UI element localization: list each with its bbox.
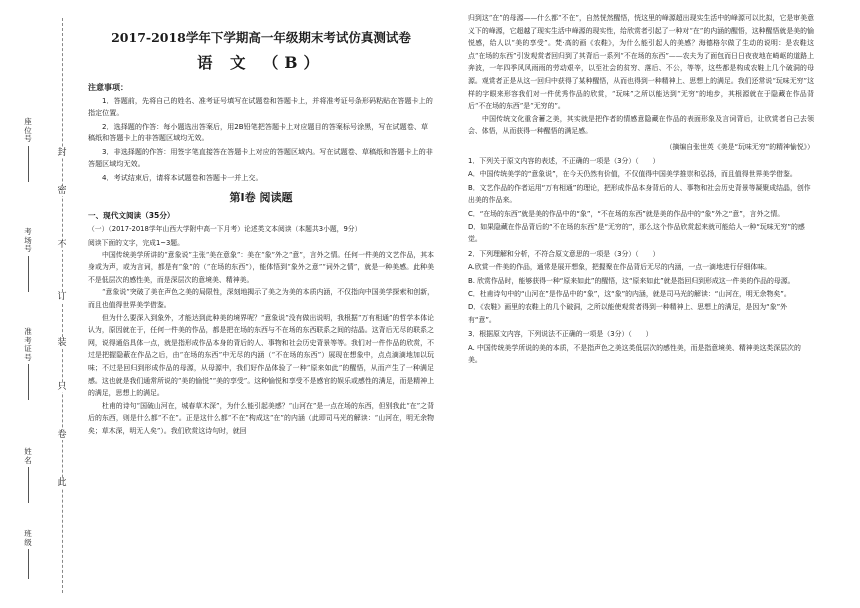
seal-dashed-line <box>62 18 63 593</box>
option-b[interactable]: B．文艺作品的作者运用“万有相通”的理论，把形成作品本身背后的人、事物和社会历史背景等凝聚成结晶，创作出美的作品来。 <box>468 183 811 205</box>
seal-char: 封 <box>57 148 67 158</box>
binding-margin <box>0 0 82 608</box>
seal-char: 卷 <box>57 430 67 440</box>
exam-subtitle: 语 文 （B） <box>197 53 325 72</box>
passage-paragraph: 归到这“在”的母源——什么都“不在”，自然恍然醒悟，恍这里的峰源超出现实生活中的峰源可以比拟，它是审美意义下的峰源，它超越了现实生活中峰源的现实性，给欣赏者引起了一种对“在”的内涵的醒悟，这种醒悟就是美的愉悦感，给人以“美的享受”。梵·高的画《农鞋》，为什么能引起人的美感？海德格尔做了生动的说明：是农鞋这点“在场的东西”引发观赏者回归到了其背后一系列“不在场的东西”——农夫为了面包而日日夜夜地在崎岖的道路上奔波，一年四季风风雨雨的劳动艰辛，以至社会的贫穷、落后、不公，等等，这些都是构成农鞋上几个破洞的母源。观赏者正是从这一回归中获得了某种醒悟，从而也得到一种精神上、思想上的满足。我们还常说“玩味无穷”这样的字眼来形容我们对一件优秀作品的欣赏，“玩味”之所以能达到“无穷”的地步，其根源就在于隐藏在作品背后“不在场的东西”是“无穷的”。 <box>468 14 814 111</box>
question-stem: 2．下列理解和分析，不符合原文意思的一项是（3分）（ ） <box>468 249 660 258</box>
seal-char: 密 <box>57 186 67 196</box>
option-a[interactable]: A. 中国传统美学所说的美的本质，不是指声色之美这类低层次的感性美，而是指意境美、精神美这类深层次的美。 <box>468 343 801 365</box>
option-c[interactable]: C．杜甫诗句中的“山河在”是作品中的“象”，这“象”的内涵，就是司马光的解读：“山河在，明无余物矣”。 <box>468 290 791 298</box>
passage-paragraph: 中国传统美学所讲的“意象说”主张“美在意象”：美在“象”外之“意”，言外之情。任何一件美的文艺作品，其本身或为声，或为言词，都是有“象”的（“在场的东西”），能体悟到“象外之意”“词外之情”，就是一种美感。此种美不是低层次的感性美，而是深层次的意境美、精神美。 <box>88 250 434 284</box>
seal-char: 订 <box>57 292 67 302</box>
reading-instruction: 阅读下面的文字，完成1~3题。 <box>88 238 184 247</box>
notice-item: 1．答题前，先将自己的姓名、准考证号填写在试题卷和答题卡上，并将准考证号条形码粘贴在答题卡上的指定位置。 <box>88 96 433 117</box>
left-column <box>88 30 434 437</box>
admission-number-field <box>22 328 34 400</box>
seat-number-label: 座位号 <box>24 117 32 144</box>
option-a[interactable]: A．中国传统美学的“意象说”，在今天仍然有价值，不仅值得中国美学推崇和弘扬，而且值得世界美学借鉴。 <box>468 170 797 179</box>
question-1 <box>468 155 814 246</box>
question-stem: 3．根据原文内容，下列说法不正确的一项是（3分）（ ） <box>468 330 653 339</box>
notice-item: 4．考试结束后，请将本试题卷和答题卡一并上交。 <box>102 172 263 182</box>
question-2 <box>468 248 814 326</box>
passage-source: （摘编自张世英《美是“玩味无穷”的精神愉悦》） <box>665 142 814 151</box>
part-title: 第Ⅰ卷 阅读题 <box>229 190 293 204</box>
admission-number-label: 准考证号 <box>24 327 32 362</box>
exam-title: 2017-2018学年下学期高一年级期末考试仿真测试卷 <box>111 30 411 45</box>
sub-section-title: （一）（2017-2018学年山西大学附中高一下月考）论述类文本阅读（本题共3小题，9分） <box>88 224 362 233</box>
option-b[interactable]: B. 欣赏作品时，能够获得一种“原来如此”的醒悟，这“原来如此”就是指回归到形成这一件美的作品的母源。 <box>468 276 795 285</box>
class-field <box>22 530 34 579</box>
seal-char: 此 <box>57 478 67 488</box>
seat-number-field <box>22 118 34 182</box>
exam-room-label: 考场号 <box>24 227 32 254</box>
seal-char: 装 <box>57 338 67 348</box>
passage-paragraph: 但为什么要深入到象外，才能达到此种美的境界呢？“意象说”没有做出说明，我根据“万有相通”的哲学本体论认为，原因就在于，任何一件美的作品，都是把在场的东西与不在场的东西联系之间的结晶。这背后无尽的联系之网，说得通俗具体一点，就是指形成作品本身的背后的人、事物和社会历史背景等等。我们对一件作品的欣赏，不过是把握隐蔽在作品之后，由“在场的东西”中无尽的内涵（“不在场的东西”）展现在想象中，点点滴滴地加以玩味；不过是回归到形成作品的母源，从母源中，我们好作品体验了一种“原来如此”的醒悟，从而产生了一种满足感。这也就是我们通常所说的“美的愉悦”“美的享受”。这种愉悦和享受不是感官的娱乐或感性的满足，而是精神上的满足，思想上的满足。 <box>88 313 434 398</box>
seal-char: 不 <box>57 240 67 250</box>
passage-paragraph: “意象说”突破了美在声色之美的局限性，深刻地揭示了美之为美的本质内涵，不仅指向中国美学探索和创新，而且也值得世界美学借鉴。 <box>88 288 434 309</box>
right-column <box>468 12 814 366</box>
notice-item: 3．非选择题的作答：用签字笔直接答在答题卡上对应的答题区域内。写在试题卷、草稿纸和答题卡上的非答题区域均无效。 <box>88 147 433 168</box>
option-d[interactable]: D．如果隐藏在作品背后的“不在场的东西”是“无穷的”，那么这个作品欣赏起来就可能给人一种“玩味无穷”的感觉。 <box>468 222 805 244</box>
passage-paragraph: 中国传统文化重含蓄之美，其实就是把作者的情感意隐藏在作品的表面形象及言词背后，让欣赏者自己去领会、体悟，从而获得一种醒悟的满足感。 <box>468 114 814 136</box>
notice-heading: 注意事项： <box>88 83 128 92</box>
notice-item: 2．选择题的作答：每小题选出答案后，用2B铅笔把答题卡上对应题目的答案标号涂黑，写在试题卷、草稿纸和答题卡上的非答题区域均无效。 <box>88 121 429 143</box>
name-field <box>22 448 34 503</box>
option-a[interactable]: A.欣赏一件美的作品，通常是展开想象，把握聚在作品背后无尽的内涵，一点一滴地进行仔细体味。 <box>468 263 772 272</box>
passage-paragraph: 杜甫的诗句“国破山河在，城春草木深”，为什么能引起美感？“山河在”是一点在场的东西，但别我此“在”之背后的东西，则是什么都“不在”。正是这什么都“不在”构成这“在”的内涵（此即司马光的解读：“山河在，明无余物矣；草木深，明无人矣”）。我们欣赏这诗句时，就回 <box>88 401 434 435</box>
exam-room-field <box>22 228 34 292</box>
section-title: 一、现代文阅读（35分） <box>88 210 175 220</box>
class-label: 班级 <box>24 529 32 547</box>
question-stem: 1．下列关于原文内容的表述，不正确的一项是（3分）（ ） <box>468 156 660 165</box>
option-d[interactable]: D．《农鞋》画里的农鞋上的几个破洞，之所以能使观赏者得到一种精神上、思想上的满足，是因为“象”外有“意”。 <box>468 303 788 324</box>
seal-char: 只 <box>57 382 67 392</box>
option-c[interactable]: C．“在场的东西”就是美的作品中的“象”，“不在场的东西”就是美的作品中的“象”外之“意”，言外之情。 <box>468 209 785 218</box>
name-label: 姓名 <box>24 447 32 465</box>
question-3 <box>468 328 814 366</box>
